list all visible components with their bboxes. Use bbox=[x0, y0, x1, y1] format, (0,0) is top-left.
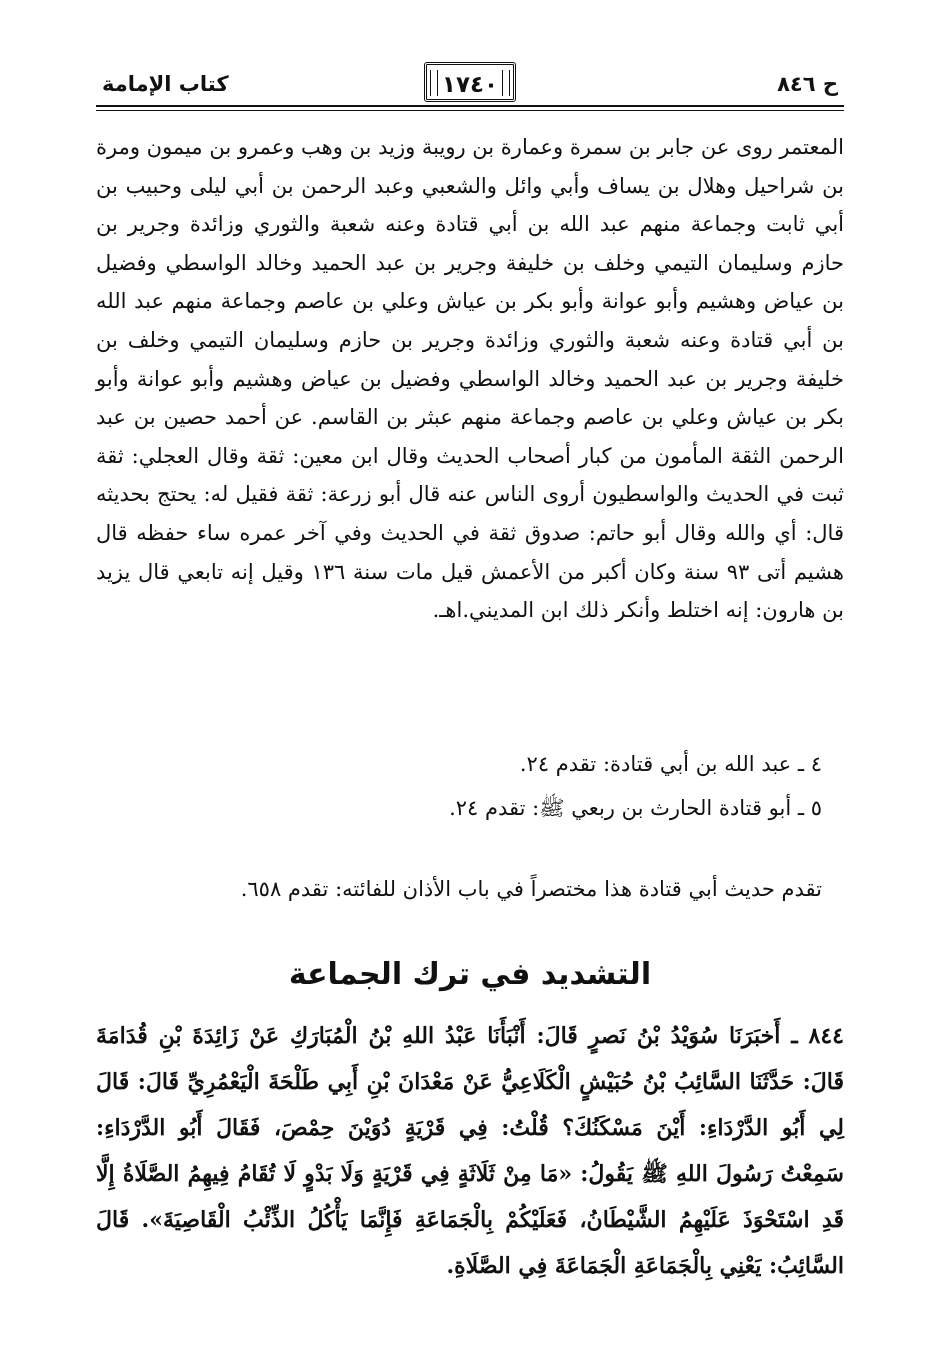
running-header bbox=[96, 62, 844, 112]
header-divider bbox=[96, 105, 844, 107]
cross-reference-note: تقدم حديث أبي قتادة هذا مختصراً في باب الأذان للفائته: تقدم ٦٥٨. bbox=[240, 877, 822, 901]
narrator-entry: ٥ ـ أبو قتادة الحارث بن ربعي ﷺ: تقدم ٢٤. bbox=[449, 796, 822, 820]
chapter-title: التشديد في ترك الجماعة bbox=[288, 957, 652, 992]
header-divider-thin bbox=[96, 110, 844, 111]
hadith-paragraph: ٨٤٤ ـ أَخبَرَنَا سُوَيْدُ بْنُ نَصرٍ قَالَ: أَنْبَأَنَا عَبْدُ اللهِ بْنُ الْمُبَارَكِ عَنْ زَائِدَةَ بْنِ قُدَامَةَ قَالَ: حَدَّثَنَا السَّائِبُ بْنُ حُبَيْشٍ الْكَلَاعِيُّ عَنْ مَعْدَانَ بْنِ أَبِي طَلْحَةَ الْيَعْمُرِيِّ قَالَ: قَالَ لِي أَبُو الدَّرْدَاءِ: أَيْنَ مَسْكَنُكَ؟ قُلْتُ: فِي قَرْيَةٍ دُوَيْنَ حِمْصَ، فَقَالَ أَبُو الدَّرْدَاءِ: سَمِعْتُ رَسُولَ اللهِ ﷺ يَقُولُ: «مَا مِنْ ثَلَاثَةٍ فِي قَرْيَةٍ وَلَا بَدْوٍ لَا تُقَامُ فِيهِمُ الصَّلَاةُ إِلَّا قَدِ اسْتَحْوَذَ عَلَيْهِمُ الشَّيْطَانُ، فَعَلَيْكُمْ بِالْجَمَاعَةِ فَإِنَّمَا يَأْكُلُ الذِّئْبُ الْقَاصِيَةَ». قَالَ السَّائِبُ: يَعْنِي بِالْجَمَاعَةِ الْجَمَاعَةَ فِي الصَّلَاةِ. bbox=[96, 1023, 844, 1279]
narrator-entries bbox=[96, 742, 822, 830]
hadith-reference: ح ٨٤٦ bbox=[777, 72, 838, 96]
book-title: كتاب الإمامة bbox=[102, 72, 229, 96]
hadith-text bbox=[96, 1013, 844, 1289]
narrator-commentary bbox=[96, 128, 844, 630]
commentary-paragraph: المعتمر روى عن جابر بن سمرة وعمارة بن رويبة وزيد بن وهب وعمرو بن ميمون ومرة بن شراحيل وهلال بن يساف وأبي وائل والشعبي وعبد الرحمن بن أبي ليلى وحبيب بن أبي ثابت وجماعة منهم عبد الله بن أبي قتادة وعنه شعبة والثوري وزائدة وجرير بن حازم وسليمان التيمي وخلف بن خليفة وجرير بن عبد الحميد وخالد الواسطي وفضيل بن عياض وهشيم وأبو عوانة وأبو بكر بن عياش وعلي بن عاصم وجماعة منهم عبد الله بن أبي قتادة وعنه شعبة والثوري وزائدة وجرير بن حازم وسليمان التيمي وخلف بن خليفة وجرير بن عبد الحميد وخالد الواسطي وفضيل بن عياض وهشيم وأبو عوانة وأبو بكر بن عياش وعلي بن عاصم وجماعة منهم عبثر بن القاسم. عن أحمد حصين بن عبد الرحمن الثقة المأمون من كبار أصحاب الحديث وقال ابن معين: ثقة وقال العجلي: ثقة ثبت في الحديث والواسطيون أروى الناس عنه قال أبو زرعة: ثقة فقيل له: يحتج بحديثه قال: أي والله وقال أبو حاتم: صدوق ثقة في الحديث وفي آخر عمره ساء حفظه قال هشيم أتى ٩٣ سنة وكان أكبر من الأعمش قيل مات سنة ١٣٦ وقيل إنه تابعي قال يزيد بن هارون: إنه اختلط وأنكر ذلك ابن المديني.اهـ. bbox=[96, 135, 844, 623]
page-number: ١٧٤٠ bbox=[424, 62, 516, 102]
narrator-entry: ٤ ـ عبد الله بن أبي قتادة: تقدم ٢٤. bbox=[519, 752, 822, 776]
